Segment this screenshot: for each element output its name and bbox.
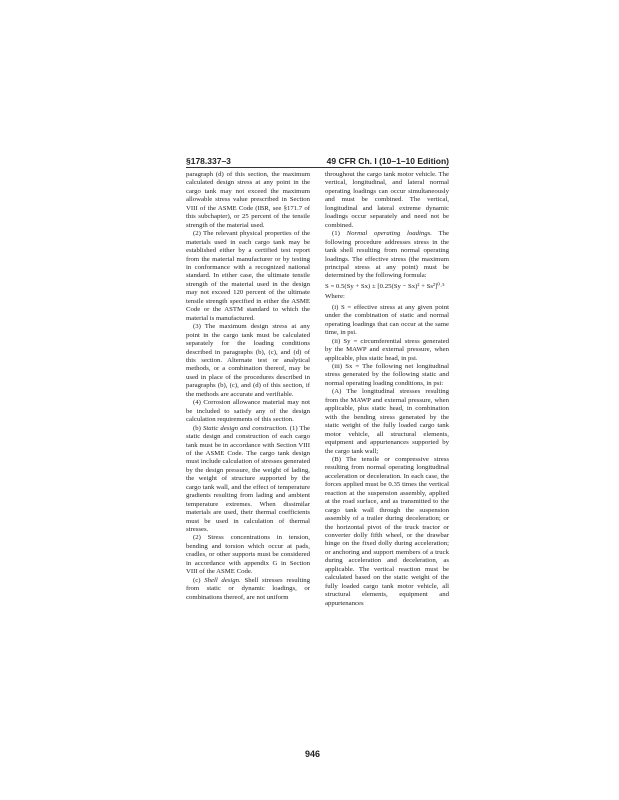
paragraph-lead: (b) bbox=[193, 424, 203, 432]
paragraph bbox=[186, 577, 310, 602]
paragraph: (iii) Sx = The following net longitudinal stress generated by the following static and normal operating loading conditions, in psi: bbox=[325, 362, 449, 387]
where-label: Where: bbox=[325, 293, 345, 301]
paragraph-text: Shell stresses resulting from static or dynamic loadings, or combinations thereof, are not uniform bbox=[186, 576, 311, 601]
section-header: §178.337–3 bbox=[186, 156, 231, 166]
page-number: 946 bbox=[305, 749, 321, 759]
paragraph: (3) The maximum design stress at any point in the cargo tank must be calculated separately for the loading conditions described in paragraphs (b), (c), and (d) of this section. Alternate test or analytical methods, or a combination thereof, may be used in place of the procedures described in paragraphs (b), (c), and (d) of this section, if the methods are accurate and verifiable. bbox=[186, 323, 310, 398]
paragraph: (ii) Sy = circumferential stress generated by the MAWP and external pressure, when applicable, plus static head, in psi. bbox=[325, 337, 449, 362]
paragraph-text: The following procedure addresses stress in the tank shell resulting from normal operating loadings. The effective stress (the maximum principal stress at any point) must be determined by the following formula: bbox=[325, 230, 449, 280]
left-column bbox=[186, 171, 310, 602]
paragraph: (2) The relevant physical properties of the materials used in each cargo tank may be established either by a certified test report from the material manufacturer or by testing in conformance with a recognized national standard. In either case, the ultimate tensile strength of the material used in the design may not exceed 120 percent of the ultimate tensile strength specified in either the ASME Code or the ASTM standard to which the material is manufactured. bbox=[186, 230, 310, 322]
paragraph: (B) The tensile or compressive stress resulting from normal operating longitudinal acceleration or deceleration. In each case, the forces applied must be 0.35 times the vertical reaction at the suspension assembly, applied at the road surface, and as transmitted to the cargo tank wall through the suspension assembly of a trailer during deceleration; or the horizontal pivot of the truck tractor or converter dolly fifth wheel, or the drawbar hinge on the fixed dolly during acceleration; or anchoring and support members of a truck during acceleration and deceleration, as applicable. The vertical reaction must be calculated based on the static weight of the fully loaded cargo tank motor vehicle, all structural elements, equipment and appurtenances bbox=[325, 455, 449, 607]
edition-header: 49 CFR Ch. I (10–1–10 Edition) bbox=[326, 156, 449, 166]
paragraph: (4) Corrosion allowance material may not be included to satisfy any of the design calculation requirements of this section. bbox=[186, 399, 310, 424]
paragraph-lead: (c) bbox=[193, 576, 205, 584]
paragraph-heading: Static design and construction. bbox=[202, 424, 288, 432]
paragraph-lead: (1) bbox=[332, 230, 347, 238]
paragraph bbox=[186, 425, 310, 535]
right-column bbox=[325, 171, 449, 608]
paragraph-heading: Normal operating loadings. bbox=[346, 230, 432, 238]
paragraph bbox=[325, 230, 449, 281]
paragraph: paragraph (d) of this section, the maximum calculated design stress at any point in the cargo tank may not exceed the maximum allowable stress value prescribed in Section VIII of the ASME Code (IBR, see §171.7 of this subchapter), or 25 percent of the tensile strength of the material used. bbox=[186, 171, 310, 229]
paragraph: throughout the cargo tank motor vehicle. The vertical, longitudinal, and lateral normal operating loadings can occur simultaneously and must be combined. The vertical, longitudinal and lateral extreme dynamic loadings occur separately and need not be combined. bbox=[325, 171, 449, 229]
header-rule bbox=[186, 167, 449, 168]
stress-formula: S = 0.5(Sy + Sx) ± [0.25(Sy − Sx)² + Ss²]⁰·⁵ bbox=[325, 282, 445, 290]
paragraph-text: (1) The static design and construction of each cargo tank must be in accordance with Section VIII of the ASME Code. The cargo tank design must include calculation of stresses generated by the design pressure, the weight of lading, the weight of structure supported by the cargo tank wall, and the effect of temperature gradients resulting from lading and ambient temperature extremes. When dissimilar materials are used, their thermal coefficients must be used in calculation of thermal stresses. bbox=[186, 424, 311, 534]
paragraph: (A) The longitudinal stresses resulting from the MAWP and external pressure, when applicable, plus static head, in combination with the bending stress generated by the static weight of the fully loaded cargo tank motor vehicle, all structural elements, equipment and appurtenances supported by the cargo tank wall; bbox=[325, 388, 449, 455]
paragraph: (2) Stress concentrations in tension, bending and torsion which occur at pads, cradles, or other supports must be considered in accordance with appendix G in Section VIII of the ASME Code. bbox=[186, 534, 310, 576]
paragraph-heading: Shell design. bbox=[204, 576, 241, 584]
paragraph: (i) S = effective stress at any given point under the combination of static and normal operating loadings that can occur at the same time, in psi. bbox=[325, 303, 449, 337]
